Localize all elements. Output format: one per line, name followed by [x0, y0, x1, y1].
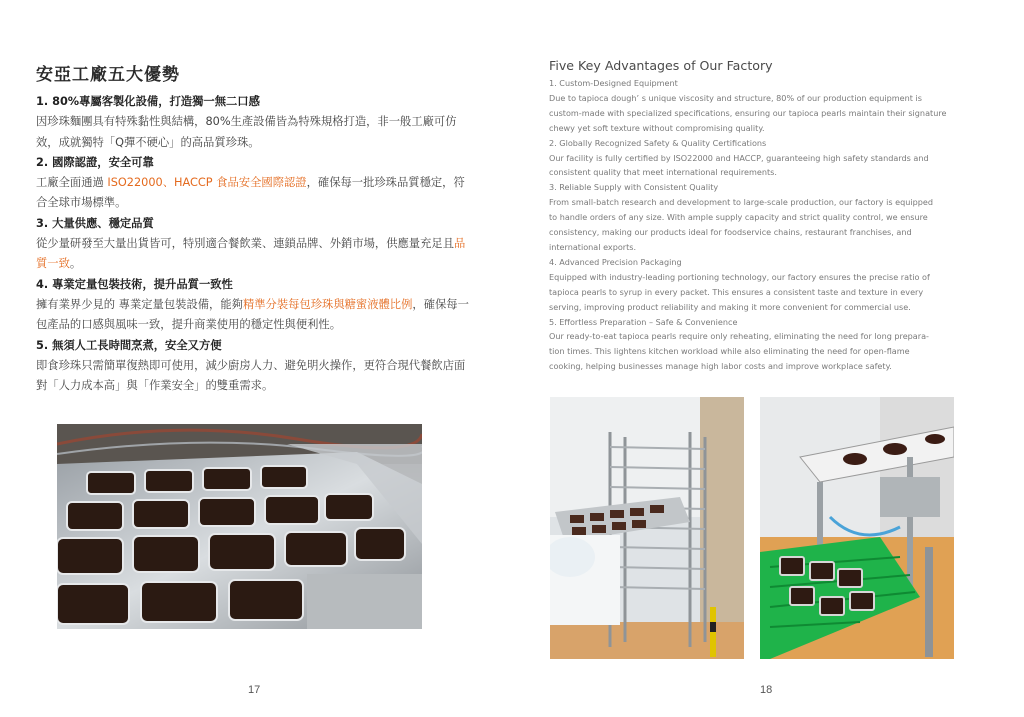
en-line: 5. Effortless Preparation – Safe & Convenience	[549, 316, 738, 327]
section-2-heading: 2. 國際認證，安全可靠	[36, 155, 154, 169]
certification-highlight: ISO22000、HACCP 食品安全國際認證	[107, 176, 307, 190]
en-line: serving, improving product reliability and making it more convenient for commercial use.	[549, 301, 911, 312]
advantages-list-en	[549, 76, 974, 374]
en-line: Equipped with industry-leading portioning technology, our factory ensures the precise ratio of	[549, 271, 930, 282]
tray-rack-photo	[550, 397, 744, 659]
en-line: Due to tapioca dough’ s unique viscosity and structure, 80% of our production equipment is	[549, 92, 922, 103]
en-line: 3. Reliable Supply with Consistent Quality	[549, 182, 719, 193]
en-line: to handle orders of any size. With ample supply capacity and strict quality control, we ensure	[549, 212, 928, 223]
section-3-heading: 3. 大量供應、穩定品質	[36, 216, 154, 230]
page-title-zh: 安亞工廠五大優勢	[36, 65, 180, 85]
packaging-highlight: 精準分裝每包珍珠與糖蜜液體比例	[242, 297, 413, 311]
section-2-body: 工廠全面通過 ISO22000、HACCP 食品安全國際認證，確保每一批珍珠品質穩定，符合全球市場標準。	[36, 176, 465, 210]
packing-line-photo	[760, 397, 954, 659]
en-line: Our facility is fully certified by ISO22000 and HACCP, guaranteeing high safety standards and	[549, 152, 929, 163]
section-5-body: 即食珍珠只需簡單復熱即可使用，減少廚房人力、避免明火操作，更符合現代餐飲店面對「人力成本高」與「作業安全」的雙重需求。	[36, 358, 466, 393]
en-line: consistent quality that meet international requirements.	[549, 167, 777, 178]
en-line: consistency, making our products ideal for foodservice chains, restaurant franchises, and	[549, 227, 912, 238]
en-line: 2. Globally Recognized Safety & Quality Certifications	[549, 137, 767, 148]
page-number-left: 17	[248, 684, 261, 696]
en-line: cooking, helping businesses manage high labor costs and improve workplace safety.	[549, 361, 892, 372]
en-line: tion times. This lightens kitchen workload while also eliminating the need for open-flame	[549, 346, 910, 357]
section-1-body: 因珍珠麵團具有特殊黏性與結構，80%生產設備皆為特殊規格打造，非一般工廠可仿效，成就獨特「Q彈不硬心」的高品質珍珠。	[36, 115, 457, 149]
page-title-en: Five Key Advantages of Our Factory	[549, 58, 773, 73]
page-number-right: 18	[760, 684, 773, 696]
advantages-list-zh	[36, 92, 476, 396]
section-4-heading: 4. 專業定量包裝技術，提升品質一致性	[36, 277, 233, 291]
section-4-body: 擁有業界少見的 專業定量包裝設備，能夠精準分裝每包珍珠與糖蜜液體比例，確保每一包產品的口感與風味一致，提升商業使用的穩定性與便利性。	[36, 297, 469, 332]
en-line: tapioca pearls to syrup in every packet. This ensures a consistent taste and texture in every	[549, 286, 924, 297]
en-line: custom-made with specialized specifications, ensuring our tapioca pearls maintain their signature	[549, 107, 947, 118]
en-line: chewy yet soft texture without compromising quality.	[549, 122, 765, 133]
en-line: From small-batch research and development to large-scale production, our factory is equipped	[549, 197, 934, 208]
en-line: Our ready-to-eat tapioca pearls require only reheating, eliminating the need for long prepara-	[549, 331, 929, 342]
right-page	[512, 0, 1024, 717]
section-3-body: 從少量研發至大量出貨皆可，特別適合餐飲業、連鎖品牌、外銷市場，供應量充足且品質一致。	[36, 237, 466, 271]
en-line: 1. Custom-Designed Equipment	[549, 78, 678, 88]
section-1-heading: 1. 80%專屬客製化設備，打造獨一無二口感	[36, 95, 260, 108]
en-line: 4. Advanced Precision Packaging	[549, 256, 682, 267]
quality-highlight: 品質一致	[36, 237, 466, 271]
packaging-machine-photo	[57, 424, 422, 629]
section-5-heading: 5. 無須人工長時間烹煮，安全又方便	[36, 338, 222, 352]
en-line: international exports.	[549, 241, 637, 252]
